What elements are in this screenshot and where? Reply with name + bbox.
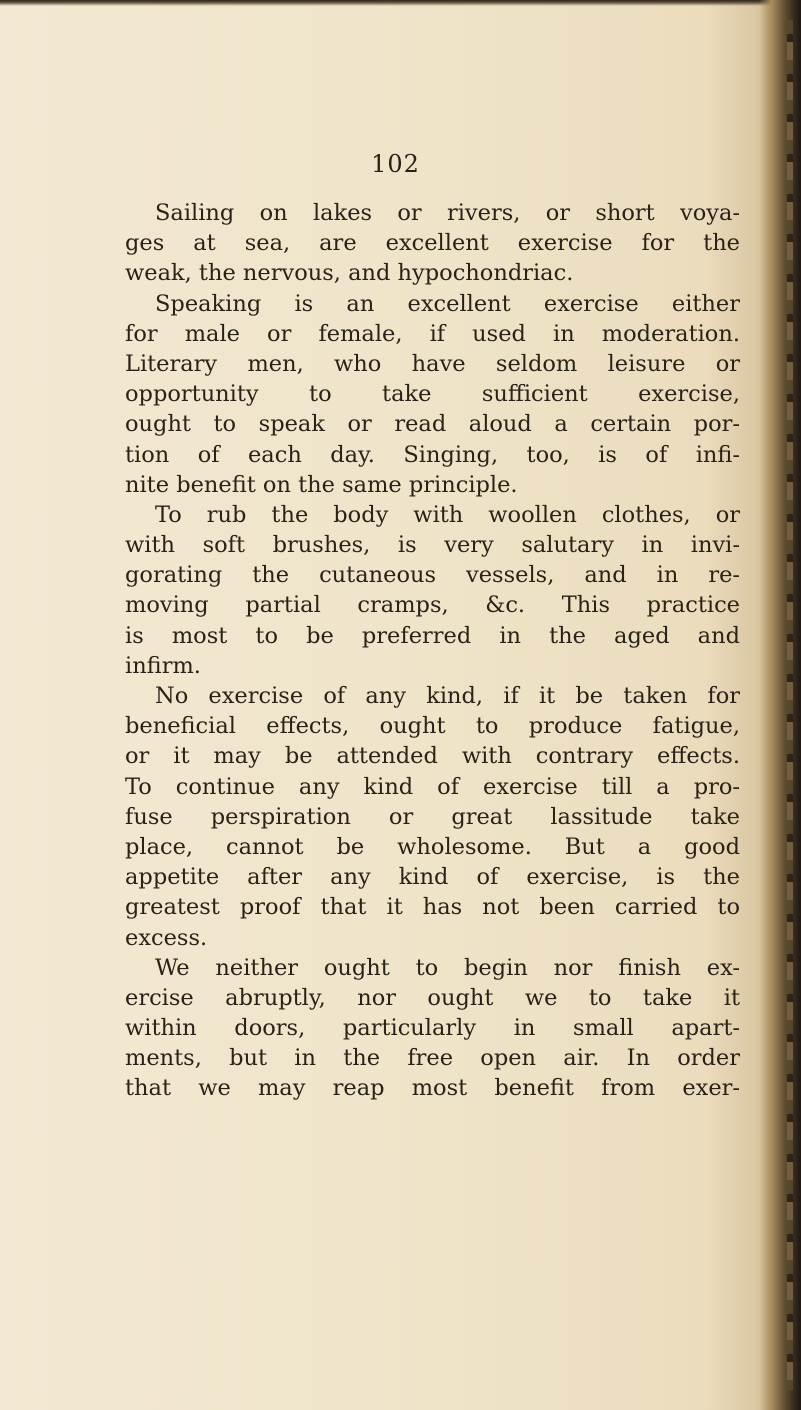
book-binding-edge [759, 0, 801, 1410]
text-line: infirm. [125, 652, 201, 679]
text-line: or it may be attended with contrary effects. [125, 743, 740, 770]
text-line: gorating the cutaneous vessels, and in re- [125, 562, 740, 589]
text-line: beneficial effects, ought to produce fatigue, [125, 713, 740, 740]
body-text [125, 198, 740, 1104]
text-line: appetite after any kind of exercise, is the [125, 864, 740, 891]
page-top-edge [0, 0, 801, 6]
text-line: ments, but in the free open air. In order [125, 1045, 740, 1072]
text-line: with soft brushes, is very salutary in invi- [125, 532, 740, 559]
text-line: We neither ought to begin nor finish ex- [155, 954, 740, 981]
text-line: place, cannot be wholesome. But a good [125, 833, 740, 860]
page-number: 102 [371, 150, 420, 178]
text-line: To continue any kind of exercise till a pro- [125, 773, 740, 800]
text-line: opportunity to take sufficient exercise, [125, 381, 740, 408]
text-line: fuse perspiration or great lassitude take [125, 803, 740, 830]
text-line: is most to be preferred in the aged and [125, 622, 740, 649]
text-line: ges at sea, are excellent exercise for the [125, 230, 740, 257]
text-line: ought to speak or read aloud a certain por- [125, 411, 740, 438]
text-line: Sailing on lakes or rivers, or short voya- [155, 200, 740, 226]
text-line: excess. [125, 924, 208, 951]
text-line: within doors, particularly in small apart- [125, 1015, 740, 1042]
text-line: To rub the body with woollen clothes, or [155, 501, 740, 528]
text-line: Literary men, who have seldom leisure or [125, 350, 740, 377]
text-line: Speaking is an excellent exercise either [155, 290, 740, 317]
text-line: greatest proof that it has not been carried to [125, 894, 740, 921]
text-line: that we may reap most benefit from exer- [125, 1075, 740, 1102]
text-line: nite benefit on the same principle. [125, 471, 518, 498]
text-line: moving partial cramps, &c. This practice [125, 592, 740, 619]
text-line: tion of each day. Singing, too, is of infi- [125, 441, 740, 468]
text-line: No exercise of any kind, if it be taken for [155, 683, 740, 709]
page-gutter-shadow [787, 20, 793, 1390]
text-line: weak, the nervous, and hypochondriac. [125, 260, 574, 287]
text-line: for male or female, if used in moderation. [125, 320, 740, 347]
text-line: ercise abruptly, nor ought we to take it [125, 984, 740, 1011]
